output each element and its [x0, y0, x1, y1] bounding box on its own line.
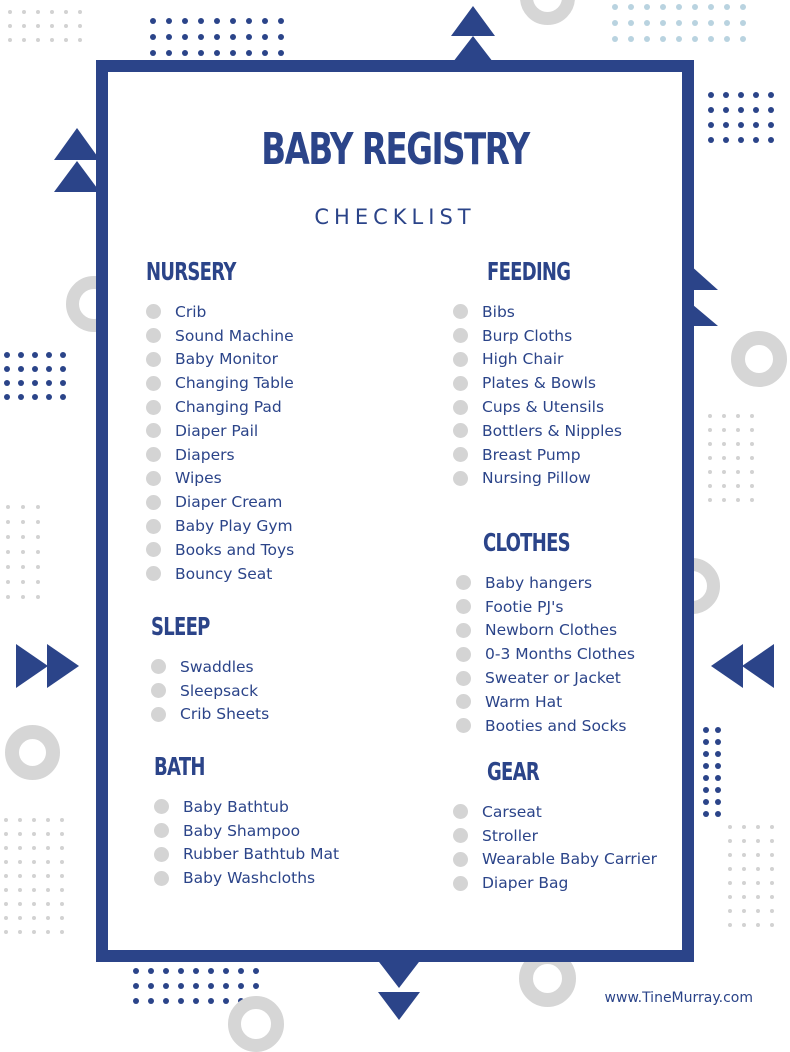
checklist-item[interactable] [456, 642, 635, 666]
checkbox-circle-icon[interactable] [146, 471, 161, 486]
checklist-item-label: Breast Pump [482, 445, 581, 464]
dot-pattern [8, 10, 92, 52]
checklist-item[interactable] [456, 666, 635, 690]
checklist-item-label: Crib [175, 302, 207, 321]
section-heading: GEAR [487, 757, 539, 786]
section-feeding [453, 257, 622, 490]
ring-shape [5, 725, 60, 780]
checklist-item-label: Baby Monitor [175, 350, 278, 369]
checklist-item-label: Bouncy Seat [175, 564, 273, 583]
checkbox-circle-icon[interactable] [453, 423, 468, 438]
checklist-item[interactable] [146, 443, 294, 467]
checklist-item[interactable] [453, 800, 657, 824]
checklist-item[interactable] [146, 324, 294, 348]
checklist-item-label: Nursing Pillow [482, 469, 591, 488]
checklist-item-label: Rubber Bathtub Mat [183, 845, 340, 864]
section-nursery [146, 257, 294, 586]
checkbox-circle-icon[interactable] [154, 823, 169, 838]
checklist [453, 300, 622, 490]
checkbox-circle-icon[interactable] [146, 423, 161, 438]
checklist-item[interactable] [453, 871, 657, 895]
checkbox-circle-icon[interactable] [151, 707, 166, 722]
checklist [453, 800, 657, 895]
checkbox-circle-icon[interactable] [154, 847, 169, 862]
checkbox-circle-icon[interactable] [151, 659, 166, 674]
ring-shape [520, 0, 575, 25]
checklist-item[interactable] [453, 443, 622, 467]
checklist-item[interactable] [453, 348, 622, 372]
checklist-item-label: Baby Washcloths [183, 869, 316, 888]
checkbox-circle-icon[interactable] [154, 799, 169, 814]
checkbox-circle-icon[interactable] [453, 876, 468, 891]
checklist-item[interactable] [154, 819, 339, 843]
checkbox-circle-icon[interactable] [453, 352, 468, 367]
checklist-item[interactable] [453, 395, 622, 419]
checkbox-circle-icon[interactable] [146, 542, 161, 557]
checkbox-circle-icon[interactable] [146, 352, 161, 367]
checklist-item-label: Burp Cloths [482, 326, 573, 345]
dot-pattern [612, 4, 756, 52]
checklist-item-label: Sound Machine [175, 326, 294, 345]
checklist-item[interactable] [146, 490, 294, 514]
checklist-item[interactable] [151, 655, 269, 679]
checklist-item-label: Diaper Cream [175, 493, 283, 512]
checkbox-circle-icon[interactable] [456, 623, 471, 638]
checklist-item-label: Warm Hat [485, 692, 563, 711]
checklist-item[interactable] [146, 348, 294, 372]
checklist-item-label: Changing Table [175, 374, 294, 393]
dot-pattern [4, 818, 74, 944]
checklist-item[interactable] [453, 467, 622, 491]
checklist-item[interactable] [456, 714, 635, 738]
checklist-item[interactable] [146, 467, 294, 491]
checkbox-circle-icon[interactable] [146, 328, 161, 343]
checklist-item-label: Carseat [482, 802, 542, 821]
checkbox-circle-icon[interactable] [146, 519, 161, 534]
checkbox-circle-icon[interactable] [456, 671, 471, 686]
dot-pattern [703, 727, 727, 823]
checkbox-circle-icon[interactable] [146, 495, 161, 510]
checklist-item-label: Diaper Bag [482, 874, 569, 893]
checklist-item[interactable] [146, 514, 294, 538]
checkbox-circle-icon[interactable] [456, 647, 471, 662]
checklist-item[interactable] [453, 419, 622, 443]
section-bath [154, 752, 339, 890]
checkbox-circle-icon[interactable] [453, 852, 468, 867]
checklist-item-label: Newborn Clothes [485, 621, 618, 640]
page-title: BABY REGISTRY [261, 124, 529, 175]
triangle-up-icon [449, 6, 497, 62]
checkbox-circle-icon[interactable] [456, 694, 471, 709]
checklist-item[interactable] [453, 848, 657, 872]
checkbox-circle-icon[interactable] [154, 871, 169, 886]
dot-pattern [708, 414, 764, 512]
checklist-item-label: Swaddles [180, 657, 254, 676]
checklist-item[interactable] [146, 371, 294, 395]
checkbox-circle-icon[interactable] [151, 683, 166, 698]
checkbox-circle-icon[interactable] [453, 304, 468, 319]
checklist-item-label: 0-3 Months Clothes [485, 645, 635, 664]
dot-pattern [708, 92, 783, 152]
checklist-item-label: Baby Shampoo [183, 821, 301, 840]
checklist-item-label: Wearable Baby Carrier [482, 850, 658, 869]
section-heading: SLEEP [151, 612, 210, 641]
checkbox-circle-icon[interactable] [146, 304, 161, 319]
checklist-item-label: Wipes [175, 469, 222, 488]
fast-forward-icon [16, 642, 82, 690]
checklist-item[interactable] [456, 571, 635, 595]
checklist-item-label: Bottlers & Nipples [482, 421, 622, 440]
checkbox-circle-icon[interactable] [453, 328, 468, 343]
checklist-item-label: Baby Play Gym [175, 517, 293, 536]
dot-pattern [728, 825, 784, 937]
dot-pattern [6, 505, 51, 610]
checklist-item[interactable] [146, 562, 294, 586]
triangle-up-icon [52, 128, 102, 194]
checklist [456, 571, 635, 738]
checklist-item[interactable] [146, 395, 294, 419]
checklist-item[interactable] [146, 419, 294, 443]
checklist-item-label: Books and Toys [175, 540, 295, 559]
checkbox-circle-icon[interactable] [453, 804, 468, 819]
checklist [151, 655, 269, 726]
checklist-item[interactable] [453, 324, 622, 348]
ring-shape [228, 996, 284, 1052]
rewind-icon [711, 642, 777, 690]
checklist-item-label: Sweater or Jacket [485, 669, 621, 688]
checklist-item-label: Diapers [175, 445, 235, 464]
checklist-item-label: Footie PJ's [485, 597, 564, 616]
checklist-item[interactable] [456, 595, 635, 619]
checklist-item-label: Baby hangers [485, 573, 593, 592]
section-heading: BATH [154, 752, 205, 781]
checklist-item[interactable] [146, 300, 294, 324]
checklist-item[interactable] [154, 843, 339, 867]
checklist-item[interactable] [154, 795, 339, 819]
checklist-item-label: High Chair [482, 350, 564, 369]
section-heading: FEEDING [487, 257, 571, 286]
page-subtitle: CHECKLIST [314, 205, 476, 229]
checkbox-circle-icon[interactable] [456, 718, 471, 733]
checklist-item-label: Plates & Bowls [482, 374, 596, 393]
checklist-item-label: Bibs [482, 302, 515, 321]
checkbox-circle-icon[interactable] [453, 471, 468, 486]
dot-pattern [4, 352, 74, 408]
triangle-down-icon [374, 958, 424, 1022]
checklist-item-label: Sleepsack [180, 681, 259, 700]
checklist-item[interactable] [453, 300, 622, 324]
section-gear [453, 757, 657, 895]
checklist-item-label: Booties and Socks [485, 716, 627, 735]
checklist-item[interactable] [151, 679, 269, 703]
checklist-item[interactable] [453, 824, 657, 848]
checklist-item[interactable] [154, 866, 339, 890]
checklist-item-label: Stroller [482, 826, 538, 845]
checkbox-circle-icon[interactable] [453, 376, 468, 391]
checkbox-circle-icon[interactable] [146, 400, 161, 415]
checkbox-circle-icon[interactable] [453, 447, 468, 462]
checkbox-circle-icon[interactable] [453, 400, 468, 415]
website-link[interactable]: www.TineMurray.com [604, 990, 753, 1006]
section-clothes [456, 528, 635, 738]
checkbox-circle-icon[interactable] [146, 376, 161, 391]
checklist-item[interactable] [456, 690, 635, 714]
checkbox-circle-icon[interactable] [146, 566, 161, 581]
ring-shape [731, 331, 787, 387]
checklist-item[interactable] [453, 371, 622, 395]
checklist-item-label: Crib Sheets [180, 705, 270, 724]
checkbox-circle-icon[interactable] [456, 599, 471, 614]
checklist [146, 300, 294, 586]
checkbox-circle-icon[interactable] [146, 447, 161, 462]
checkbox-circle-icon[interactable] [456, 575, 471, 590]
checklist-item-label: Diaper Pail [175, 421, 259, 440]
checklist-item[interactable] [151, 703, 269, 727]
checklist-item-label: Baby Bathtub [183, 797, 289, 816]
checklist-item[interactable] [456, 619, 635, 643]
checklist-item-label: Changing Pad [175, 398, 282, 417]
checklist [154, 795, 339, 890]
checklist-item-label: Cups & Utensils [482, 398, 605, 417]
section-heading: CLOTHES [483, 528, 570, 557]
section-sleep [151, 612, 269, 726]
section-heading: NURSERY [146, 257, 236, 286]
checkbox-circle-icon[interactable] [453, 828, 468, 843]
checklist-item[interactable] [146, 538, 294, 562]
